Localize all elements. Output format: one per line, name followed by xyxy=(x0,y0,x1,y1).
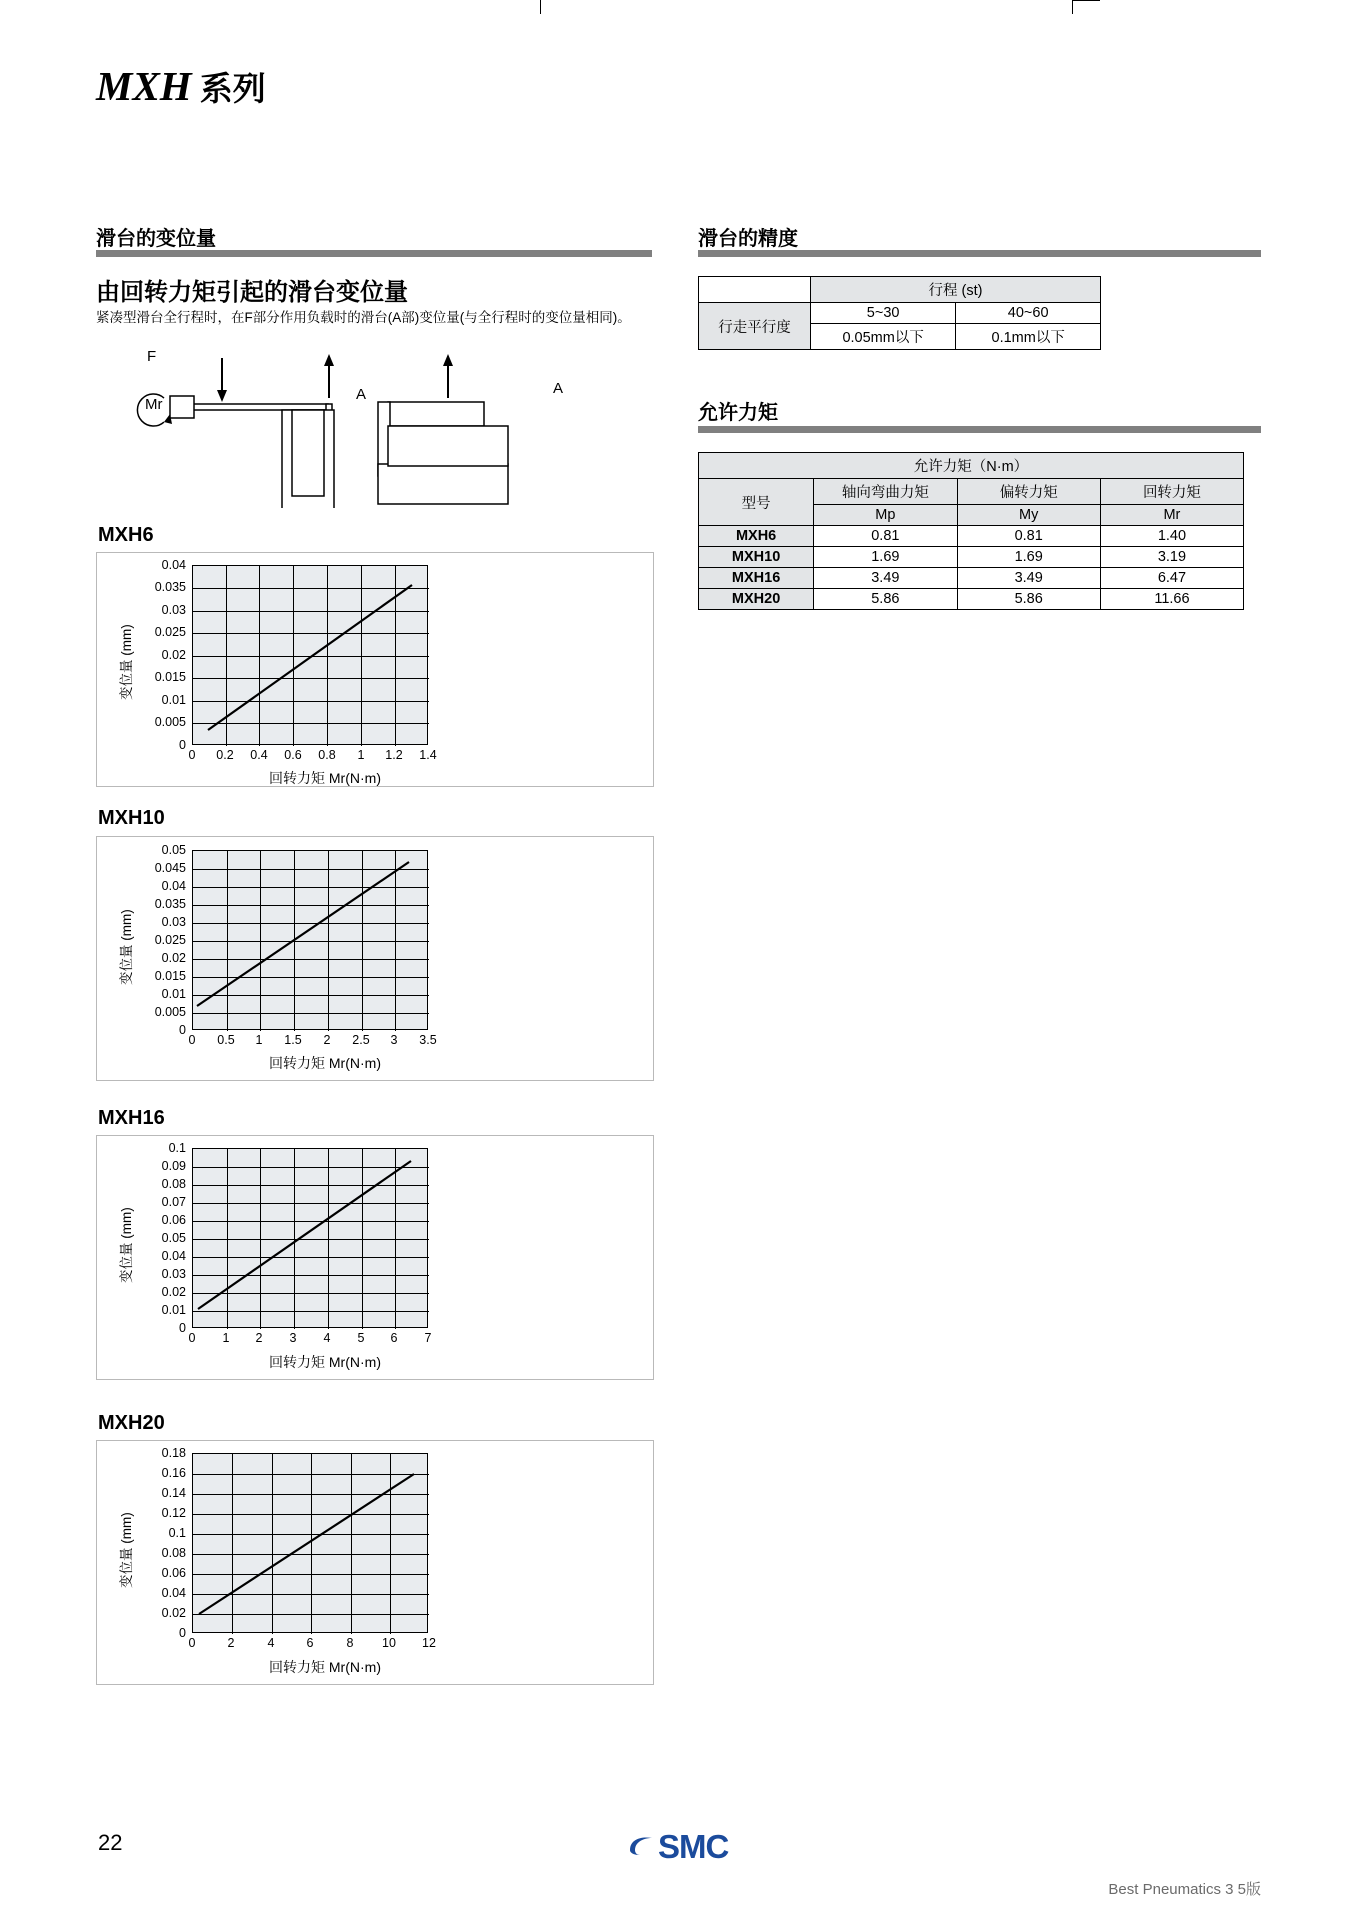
chart-ytick: 0.09 xyxy=(161,1159,186,1173)
chart-ytick: 0 xyxy=(179,738,186,752)
chart-ytick: 0.14 xyxy=(161,1486,186,1500)
chart-xtick: 4 xyxy=(267,1636,275,1650)
moment-col-symbol-mr: Mr xyxy=(1100,505,1243,526)
accuracy-table xyxy=(698,276,1101,350)
chart-xtick: 3.5 xyxy=(419,1033,437,1047)
moment-col-name-my: 偏转力矩 xyxy=(957,479,1100,505)
chart-ytick: 0.015 xyxy=(154,969,186,983)
chart-ytick: 0.01 xyxy=(161,1303,186,1317)
moment-row-model: MXH10 xyxy=(699,547,814,568)
chart-xtick: 6 xyxy=(390,1331,398,1345)
sub-heading-displacement: 由回转力矩引起的滑台变位量 xyxy=(96,279,408,306)
section-heading-moment: 允许力矩 xyxy=(698,402,778,424)
chart-series-mxh6 xyxy=(193,566,429,746)
chart-ytick: 0.08 xyxy=(161,1177,186,1191)
chart-series-mxh20 xyxy=(193,1454,429,1634)
chart-label-mxh20: MXH20 xyxy=(98,1412,165,1434)
chart-ytick: 0.08 xyxy=(161,1546,186,1560)
chart-ytick: 0 xyxy=(179,1023,186,1037)
chart-xtick: 1.2 xyxy=(385,748,403,762)
chart-series-mxh10 xyxy=(193,851,429,1031)
chart-xtick: 0.8 xyxy=(318,748,336,762)
chart-xtick: 2 xyxy=(255,1331,263,1345)
chart-xlabel-mxh16: 回转力矩 Mr(N·m) xyxy=(269,1354,381,1370)
crop-mark-top-right xyxy=(1072,0,1100,1)
chart-ytick: 0.03 xyxy=(161,915,186,929)
chart-ytick: 0.02 xyxy=(161,1606,186,1620)
moment-col-name-mr: 回转力矩 xyxy=(1100,479,1243,505)
chart-ytick: 0.015 xyxy=(154,670,186,684)
moment-row-model: MXH20 xyxy=(699,589,814,610)
chart-xtick: 8 xyxy=(346,1636,354,1650)
diagram-label-a2: A xyxy=(553,380,564,397)
chart-label-mxh10: MXH10 xyxy=(98,807,165,829)
chart-xtick: 0 xyxy=(188,1331,196,1345)
accuracy-value-1: 0.05mm以下 xyxy=(810,324,955,350)
section-heading-displacement: 滑台的变位量 xyxy=(96,228,216,250)
moment-col-name-mp: 轴向弯曲力矩 xyxy=(814,479,957,505)
chart-ytick: 0.18 xyxy=(161,1446,186,1460)
moment-row-mp: 0.81 xyxy=(814,526,957,547)
moment-row-mr: 1.40 xyxy=(1100,526,1243,547)
footer-right-text: Best Pneumatics 3 5版 xyxy=(1108,1881,1261,1898)
chart-ytick: 0.02 xyxy=(161,648,186,662)
chart-xtick: 0.2 xyxy=(216,748,234,762)
chart-ytick: 0.01 xyxy=(161,693,186,707)
chart-ytick: 0.06 xyxy=(161,1213,186,1227)
table-row xyxy=(699,589,1244,610)
chart-ytick: 0.04 xyxy=(161,1586,186,1600)
moment-table-title: 允许力矩（N·m） xyxy=(699,453,1244,479)
accuracy-row-label: 行走平行度 xyxy=(699,303,811,350)
chart-ytick: 0.03 xyxy=(161,603,186,617)
chart-xtick: 1.5 xyxy=(284,1033,302,1047)
chart-xtick: 12 xyxy=(422,1636,436,1650)
page-title-series: MXH xyxy=(96,63,192,109)
chart-xlabel-mxh6: 回转力矩 Mr(N·m) xyxy=(269,770,381,786)
table-row xyxy=(699,547,1244,568)
chart-ytick: 0.04 xyxy=(161,1249,186,1263)
chart-ytick: 0 xyxy=(179,1321,186,1335)
chart-xtick: 7 xyxy=(424,1331,432,1345)
section-rule-displacement xyxy=(96,250,652,257)
allowable-moment-table xyxy=(698,452,1244,610)
chart-xlabel-mxh20: 回转力矩 Mr(N·m) xyxy=(269,1659,381,1675)
moment-row-model: MXH6 xyxy=(699,526,814,547)
diagram-label-moment: Mr xyxy=(145,396,163,413)
chart-xtick: 1 xyxy=(255,1033,263,1047)
section-rule-moment xyxy=(698,426,1261,433)
moment-row-my: 3.49 xyxy=(957,568,1100,589)
moment-col-symbol-mp: Mp xyxy=(814,505,957,526)
chart-ytick: 0.04 xyxy=(161,558,186,572)
chart-ytick: 0.02 xyxy=(161,1285,186,1299)
chart-ytick: 0.025 xyxy=(154,625,186,639)
chart-ytick: 0.1 xyxy=(168,1141,186,1155)
chart-ylabel-mxh6: 变位量 (mm) xyxy=(119,624,134,700)
chart-ytick: 0.07 xyxy=(161,1195,186,1209)
chart-ytick: 0.045 xyxy=(154,861,186,875)
accuracy-stroke-header: 行程 (st) xyxy=(810,277,1100,303)
chart-ytick: 0.12 xyxy=(161,1506,186,1520)
accuracy-col-2: 40~60 xyxy=(956,303,1101,324)
displacement-note: 紧凑型滑台全行程时，在F部分作用负载时的滑台(A部)变位量(与全行程时的变位量相同)。 xyxy=(96,310,631,325)
chart-ytick: 0.01 xyxy=(161,987,186,1001)
chart-plot-mxh6 xyxy=(192,565,428,745)
chart-ylabel-mxh10: 变位量 (mm) xyxy=(119,909,134,985)
moment-model-header: 型号 xyxy=(699,479,814,526)
moment-row-mr: 6.47 xyxy=(1100,568,1243,589)
moment-row-mp: 5.86 xyxy=(814,589,957,610)
chart-ytick: 0.05 xyxy=(161,1231,186,1245)
chart-xtick: 10 xyxy=(382,1636,396,1650)
smc-logo: SMC xyxy=(658,1828,729,1865)
chart-plot-mxh20 xyxy=(192,1453,428,1633)
chart-ytick: 0.06 xyxy=(161,1566,186,1580)
chart-xtick: 0 xyxy=(188,1636,196,1650)
chart-xtick: 1.4 xyxy=(419,748,437,762)
chart-xtick: 0.6 xyxy=(284,748,302,762)
chart-plot-mxh16 xyxy=(192,1148,428,1328)
moment-row-mp: 3.49 xyxy=(814,568,957,589)
chart-label-mxh6: MXH6 xyxy=(98,524,154,546)
chart-ytick: 0.005 xyxy=(154,715,186,729)
chart-xtick: 0 xyxy=(188,748,196,762)
moment-col-symbol-my: My xyxy=(957,505,1100,526)
chart-xtick: 2 xyxy=(323,1033,331,1047)
chart-ytick: 0.16 xyxy=(161,1466,186,1480)
chart-ytick: 0.04 xyxy=(161,879,186,893)
chart-ytick: 0.05 xyxy=(161,843,186,857)
chart-xtick: 3 xyxy=(289,1331,297,1345)
diagram-label-a1: A xyxy=(356,386,367,403)
chart-plot-mxh10 xyxy=(192,850,428,1030)
page-title xyxy=(96,62,266,110)
chart-ytick: 0.035 xyxy=(154,897,186,911)
chart-xtick: 1 xyxy=(357,748,365,762)
chart-ytick: 0 xyxy=(179,1626,186,1640)
chart-ytick: 0.02 xyxy=(161,951,186,965)
chart-series-mxh16 xyxy=(193,1149,429,1329)
chart-ytick: 0.03 xyxy=(161,1267,186,1281)
moment-row-my: 5.86 xyxy=(957,589,1100,610)
accuracy-value-2: 0.1mm以下 xyxy=(956,324,1101,350)
page-number: 22 xyxy=(98,1830,123,1855)
chart-xtick: 5 xyxy=(357,1331,365,1345)
chart-ytick: 0.1 xyxy=(168,1526,186,1540)
chart-xtick: 2.5 xyxy=(352,1033,370,1047)
accuracy-col-1: 5~30 xyxy=(810,303,955,324)
chart-xtick: 3 xyxy=(390,1033,398,1047)
chart-xtick: 0 xyxy=(188,1033,196,1047)
crop-mark-top-right-v xyxy=(1072,0,1073,14)
crop-mark-top-left xyxy=(540,0,541,14)
chart-ytick: 0.025 xyxy=(154,933,186,947)
moment-row-mr: 11.66 xyxy=(1100,589,1243,610)
moment-row-my: 1.69 xyxy=(957,547,1100,568)
chart-xtick: 2 xyxy=(227,1636,235,1650)
smc-swoosh-icon xyxy=(628,1834,654,1856)
slide-table-load-diagram xyxy=(130,348,550,508)
chart-xlabel-mxh10: 回转力矩 Mr(N·m) xyxy=(269,1055,381,1071)
chart-xtick: 1 xyxy=(222,1331,230,1345)
diagram-label-force: F xyxy=(147,348,157,365)
chart-ytick: 0.035 xyxy=(154,580,186,594)
chart-ytick: 0.005 xyxy=(154,1005,186,1019)
chart-xtick: 0.4 xyxy=(250,748,268,762)
chart-xtick: 0.5 xyxy=(217,1033,235,1047)
moment-row-mp: 1.69 xyxy=(814,547,957,568)
table-row xyxy=(699,568,1244,589)
section-rule-accuracy xyxy=(698,250,1261,257)
moment-row-my: 0.81 xyxy=(957,526,1100,547)
chart-label-mxh16: MXH16 xyxy=(98,1107,165,1129)
chart-ylabel-mxh16: 变位量 (mm) xyxy=(119,1207,134,1283)
moment-row-mr: 3.19 xyxy=(1100,547,1243,568)
chart-xtick: 6 xyxy=(306,1636,314,1650)
section-heading-accuracy: 滑台的精度 xyxy=(698,228,798,250)
chart-ylabel-mxh20: 变位量 (mm) xyxy=(119,1512,134,1588)
chart-xtick: 4 xyxy=(323,1331,331,1345)
table-row xyxy=(699,526,1244,547)
page-title-word: 系列 xyxy=(199,70,266,107)
moment-row-model: MXH16 xyxy=(699,568,814,589)
